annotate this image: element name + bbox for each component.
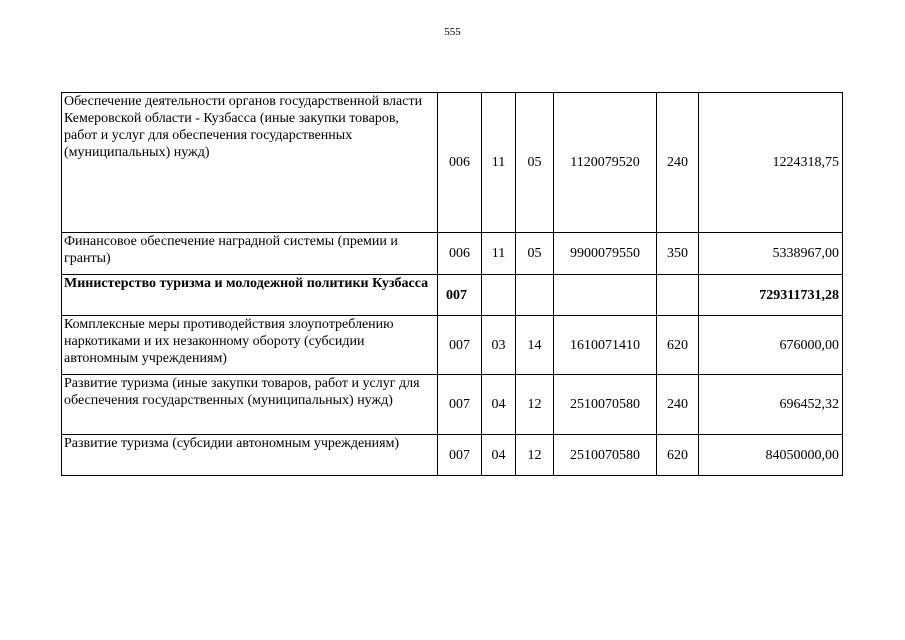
expense-type-code: 620 <box>657 316 699 375</box>
subsection-code: 14 <box>516 316 554 375</box>
row-description: Финансовое обеспечение наградной системы (премии и гранты) <box>62 233 438 275</box>
subsection-code: 05 <box>516 93 554 233</box>
expense-type-code <box>657 275 699 316</box>
ministry-code: 007 <box>438 375 482 435</box>
ministry-code: 007 <box>438 275 482 316</box>
section-code <box>482 275 516 316</box>
target-article-code: 1120079520 <box>554 93 657 233</box>
expense-type-code: 350 <box>657 233 699 275</box>
page-number: 555 <box>444 26 461 38</box>
expense-type-code: 620 <box>657 435 699 476</box>
target-article-code <box>554 275 657 316</box>
ministry-code: 007 <box>438 435 482 476</box>
row-description: Комплексные меры противодействия злоупотреблению наркотиками и их незаконному обороту (субсидии автономным учреждениям) <box>62 316 438 375</box>
subsection-code: 12 <box>516 435 554 476</box>
ministry-code: 007 <box>438 316 482 375</box>
section-code: 04 <box>482 435 516 476</box>
subsection-code: 05 <box>516 233 554 275</box>
row-description: Развитие туризма (иные закупки товаров, работ и услуг для обеспечения государственных (муниципальных) нужд) <box>62 375 438 435</box>
subsection-code <box>516 275 554 316</box>
expense-type-code: 240 <box>657 93 699 233</box>
row-description: Развитие туризма (субсидии автономным учреждениям) <box>62 435 438 476</box>
section-code: 04 <box>482 375 516 435</box>
amount-value: 84050000,00 <box>699 435 843 476</box>
amount-value: 5338967,00 <box>699 233 843 275</box>
amount-value: 696452,32 <box>699 375 843 435</box>
section-code: 11 <box>482 233 516 275</box>
target-article-code: 9900079550 <box>554 233 657 275</box>
table-row <box>62 435 843 476</box>
amount-value: 1224318,75 <box>699 93 843 233</box>
table-row <box>62 375 843 435</box>
section-code: 03 <box>482 316 516 375</box>
target-article-code: 2510070580 <box>554 435 657 476</box>
table-row-ministry-total <box>62 275 843 316</box>
table-row <box>62 233 843 275</box>
row-description: Министерство туризма и молодежной политики Кузбасса <box>62 275 438 316</box>
ministry-code: 006 <box>438 233 482 275</box>
amount-value: 676000,00 <box>699 316 843 375</box>
table-row <box>62 316 843 375</box>
row-description: Обеспечение деятельности органов государственной власти Кемеровской области - Кузбасса (иные закупки товаров, работ и услуг для обеспечения государственных (муниципальных) нужд) <box>62 93 438 233</box>
amount-value: 729311731,28 <box>699 275 843 316</box>
budget-table <box>61 92 843 476</box>
ministry-code: 006 <box>438 93 482 233</box>
subsection-code: 12 <box>516 375 554 435</box>
expense-type-code: 240 <box>657 375 699 435</box>
section-code: 11 <box>482 93 516 233</box>
target-article-code: 1610071410 <box>554 316 657 375</box>
table-row <box>62 93 843 233</box>
target-article-code: 2510070580 <box>554 375 657 435</box>
